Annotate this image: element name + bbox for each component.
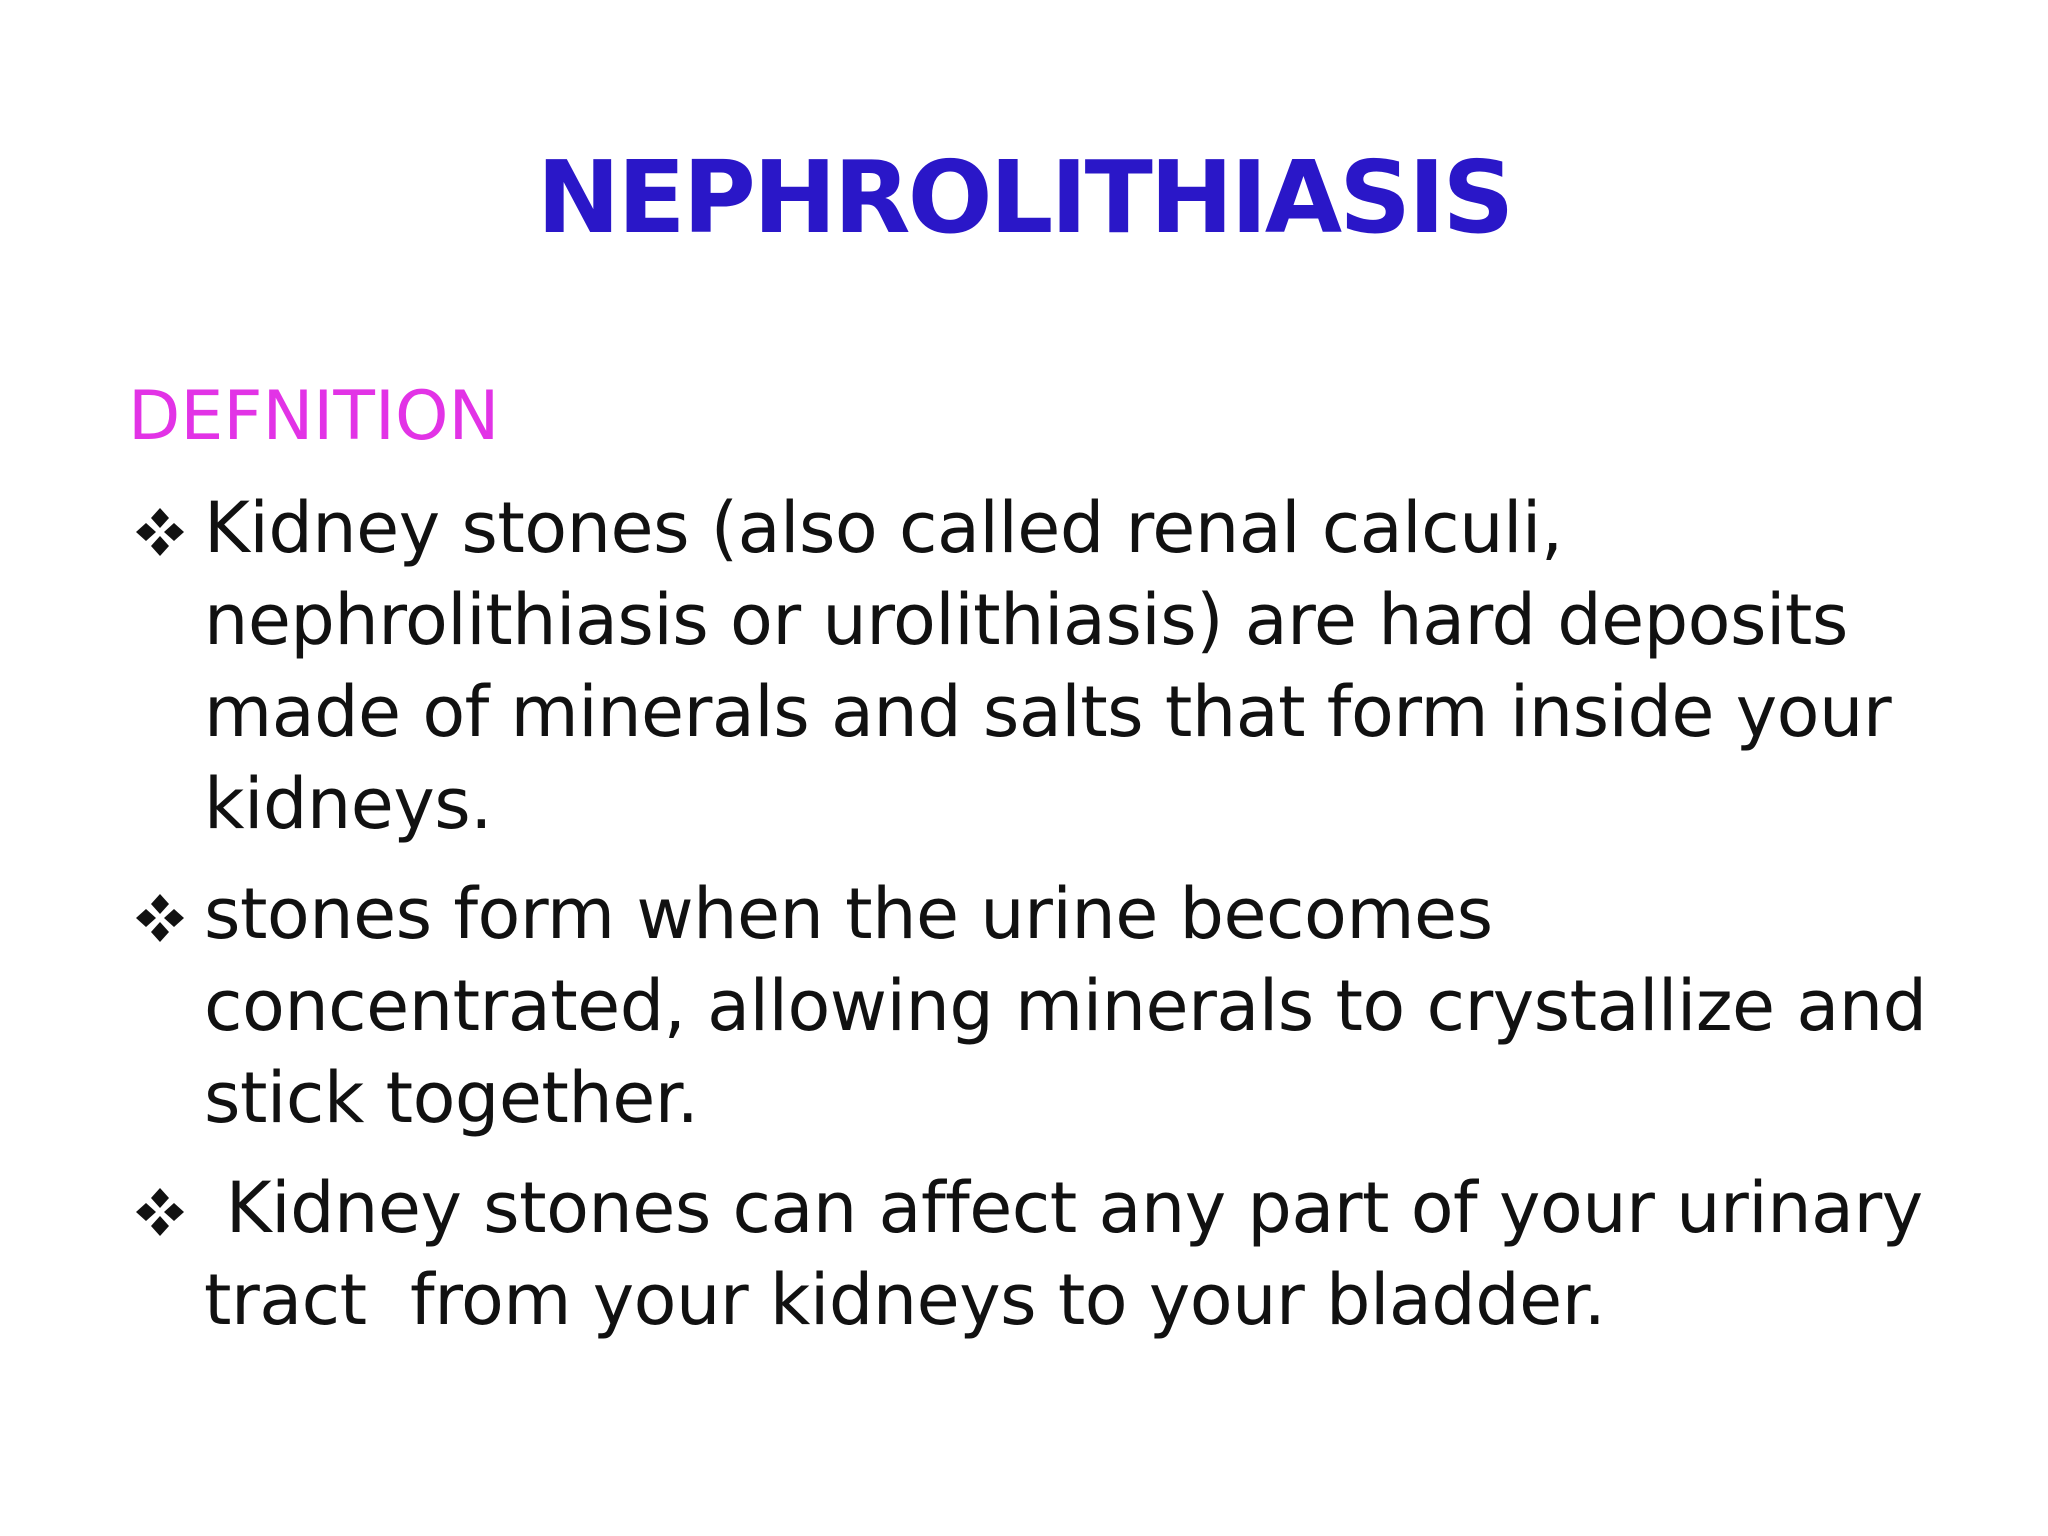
- slide-title: NEPHROLITHIASIS: [536, 139, 1512, 256]
- bullet-item-1: [128, 482, 1988, 850]
- bullet-item-2: [128, 868, 1988, 1144]
- bullet-text: Kidney stones can affect any part of your urinary tract from your kidneys to your bladder.: [204, 1167, 1945, 1341]
- four-diamond-bullet-icon: [132, 504, 188, 560]
- bullet-text: stones form when the urine becomes concentrated, allowing minerals to crystallize and stick together.: [204, 873, 1927, 1139]
- four-diamond-bullet-icon: [132, 1184, 188, 1240]
- bullet-text: Kidney stones (also called renal calculi, nephrolithiasis or urolithiasis) are hard deposits made of minerals and salts that form inside your kidneys.: [204, 487, 1892, 845]
- bullet-item-3: [128, 1162, 1988, 1346]
- four-diamond-bullet-icon: [132, 890, 188, 946]
- bullet-list: [128, 482, 1988, 1364]
- definition-heading: DEFNITION: [128, 377, 500, 456]
